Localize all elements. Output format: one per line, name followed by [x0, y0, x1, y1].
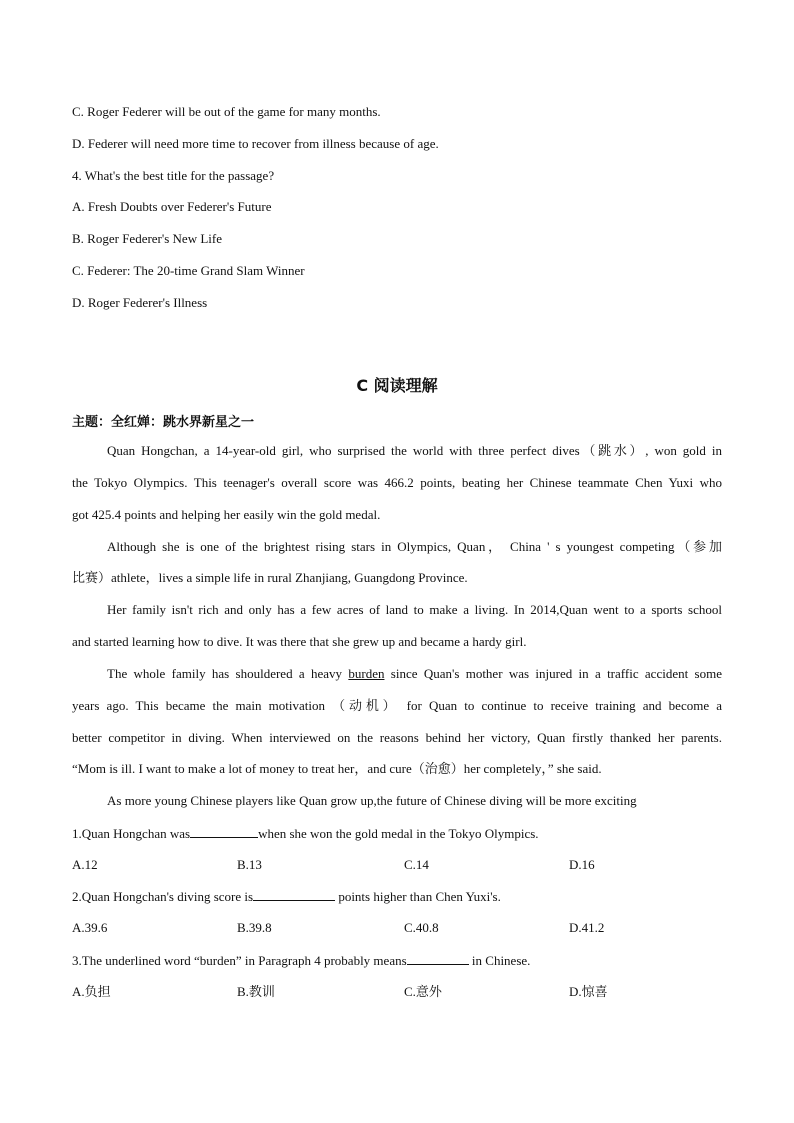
passage-line: the Tokyo Olympics. This teenager's overall score was 466.2 points, beating her Chinese teammate Chen Yuxi who — [72, 475, 722, 490]
passage-line: “Mom is ill. I want to make a lot of money to treat her，and cure（治愈）her completely，” she said. — [72, 761, 602, 776]
passage-line: 比赛）athlete，lives a simple life in rural Zhanjiang, Guangdong Province. — [72, 570, 468, 585]
option-d: D.41.2 — [569, 920, 605, 935]
option-d: D.惊喜 — [569, 984, 608, 999]
question-stem: 1.Quan Hongchan was — [72, 826, 191, 841]
passage-line: and started learning how to dive. It was there that she grew up and became a hardy girl. — [72, 634, 527, 649]
option-text: C. Roger Federer will be out of the game for many months. — [72, 104, 381, 119]
option-c: C.14 — [404, 857, 429, 872]
answer-blank — [253, 888, 335, 901]
option-b: B.13 — [237, 857, 262, 872]
option-c: C.40.8 — [404, 920, 439, 935]
passage-line — [107, 666, 722, 682]
option-text: D. Federer will need more time to recover from illness because of age. — [72, 136, 439, 151]
question-text — [72, 825, 539, 842]
question-text: 4. What's the best title for the passage? — [72, 168, 275, 183]
underlined-word: burden — [348, 666, 385, 681]
question-text — [72, 888, 501, 905]
option-a: A.39.6 — [72, 920, 108, 935]
question-stem: in Chinese. — [468, 953, 531, 968]
passage-line: Although she is one of the brightest rising stars in Olympics, Quan， China ' s youngest competing（参加 — [107, 539, 722, 554]
option-a: A.负担 — [72, 984, 111, 999]
option-b: B.39.8 — [237, 920, 272, 935]
question-stem: when she won the gold medal in the Tokyo Olympics. — [258, 826, 539, 841]
passage-line: better competitor in diving. When interviewed on the reasons behind her victory, Quan firstly thanked her parents. — [72, 730, 722, 745]
answer-blank — [190, 825, 258, 838]
option-d: D.16 — [569, 857, 595, 872]
passage-text: The whole family has shouldered a heavy — [107, 666, 349, 681]
option-text: B. Roger Federer's New Life — [72, 231, 222, 246]
option-text: C. Federer: The 20-time Grand Slam Winner — [72, 263, 305, 278]
section-topic: 主题：全红婵：跳水界新星之一 — [72, 415, 255, 430]
passage-text: since Quan's mother was injured in a traffic accident some — [384, 666, 722, 681]
option-a: A.12 — [72, 857, 98, 872]
option-c: C.意外 — [404, 984, 442, 999]
option-b: B.教训 — [237, 984, 275, 999]
passage-line: years ago. This became the main motivation （动机） for Quan to continue to receive training and become a — [72, 698, 722, 713]
passage-line: Her family isn't rich and only has a few acres of land to make a living. In 2014,Quan went to a sports school — [107, 602, 722, 617]
question-stem: 3.The underlined word “burden” in Paragraph 4 probably means — [72, 953, 407, 968]
question-stem: points higher than Chen Yuxi's. — [335, 889, 501, 904]
answer-blank — [407, 952, 469, 965]
question-stem: 2.Quan Hongchan's diving score is — [72, 889, 254, 904]
passage-line: Quan Hongchan, a 14-year-old girl, who surprised the world with three perfect dives（跳水）, won gold in — [107, 443, 722, 458]
passage-line: got 425.4 points and helping her easily win the gold medal. — [72, 507, 381, 522]
section-title: C 阅读理解 — [356, 376, 438, 395]
passage-line: As more young Chinese players like Quan grow up,the future of Chinese diving will be more exciting — [107, 793, 637, 808]
option-text: D. Roger Federer's Illness — [72, 295, 208, 310]
option-text: A. Fresh Doubts over Federer's Future — [72, 199, 272, 214]
question-text — [72, 952, 530, 969]
